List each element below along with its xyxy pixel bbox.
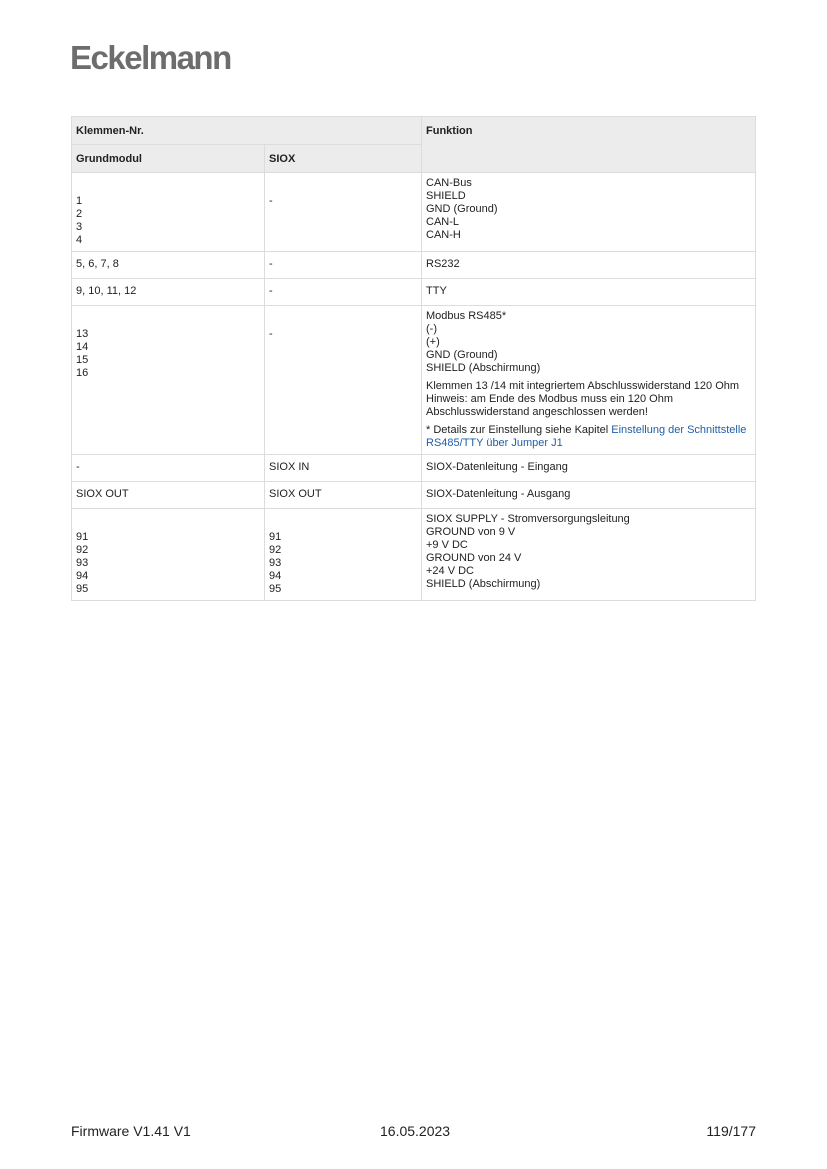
- siox-cell: -: [265, 173, 422, 252]
- table-row: [72, 455, 756, 482]
- grundmodul-cell: 1 2 3 4: [72, 173, 265, 252]
- table-row: [72, 509, 756, 601]
- header-funktion: Funktion: [422, 117, 756, 173]
- footer-date: 16.05.2023: [380, 1123, 451, 1139]
- footer-page-number: 119/177: [706, 1123, 756, 1139]
- table-row: [72, 252, 756, 279]
- funktion-cell: SIOX-Datenleitung - Ausgang: [422, 482, 756, 509]
- funktion-cell: SIOX-Datenleitung - Eingang: [422, 455, 756, 482]
- funktion-cell: SIOX SUPPLY - Stromversorgungsleitung GROUND von 9 V +9 V DC GROUND von 24 V +24 V DC SHIELD (Abschirmung): [422, 509, 756, 601]
- siox-cell: -: [265, 252, 422, 279]
- grundmodul-cell: SIOX OUT: [72, 482, 265, 509]
- siox-cell: -: [265, 306, 422, 455]
- siox-cell: SIOX IN: [265, 455, 422, 482]
- siox-cell: SIOX OUT: [265, 482, 422, 509]
- funktion-cell: TTY: [422, 279, 756, 306]
- funktion-cell: RS232: [422, 252, 756, 279]
- modbus-lines: Modbus RS485* (-) (+) GND (Ground) SHIELD (Abschirmung): [426, 310, 541, 374]
- grundmodul-cell: 5, 6, 7, 8: [72, 252, 265, 279]
- jumper-j1-link[interactable]: RS485/TTY über Jumper J1: [426, 437, 563, 449]
- header-klemmen-nr: Klemmen-Nr.: [72, 117, 422, 145]
- funktion-cell: [422, 306, 756, 455]
- table-header-row: [72, 117, 756, 145]
- header-siox: SIOX: [265, 145, 422, 173]
- grundmodul-cell: 91 92 93 94 95: [72, 509, 265, 601]
- header-grundmodul: Grundmodul: [72, 145, 265, 173]
- klemmen-table: [71, 116, 756, 601]
- siox-cell: -: [265, 279, 422, 306]
- table-row: [72, 306, 756, 455]
- schnittstelle-link[interactable]: Einstellung der Schnittstelle: [611, 424, 747, 436]
- eckelmann-logo: Eckelmann: [70, 39, 231, 76]
- table-row: [72, 173, 756, 252]
- footer-firmware: Firmware V1.41 V1: [71, 1123, 191, 1139]
- grundmodul-cell: -: [72, 455, 265, 482]
- table-row: [72, 279, 756, 306]
- details-note: * Details zur Einstellung siehe Kapitel Einstellung der Schnittstelle RS485/TTY über Jumper J1: [426, 424, 747, 449]
- abschlusswiderstand-hinweis: Klemmen 13 /14 mit integriertem Abschlusswiderstand 120 Ohm Hinweis: am Ende des Modbus muss ein 120 Ohm Abschlusswiderstand angeschlossen werden!: [426, 380, 740, 418]
- funktion-cell: CAN-Bus SHIELD GND (Ground) CAN-L CAN-H: [422, 173, 756, 252]
- grundmodul-cell: 13 14 15 16: [72, 306, 265, 455]
- grundmodul-cell: 9, 10, 11, 12: [72, 279, 265, 306]
- siox-cell: 91 92 93 94 95: [265, 509, 422, 601]
- table-row: [72, 482, 756, 509]
